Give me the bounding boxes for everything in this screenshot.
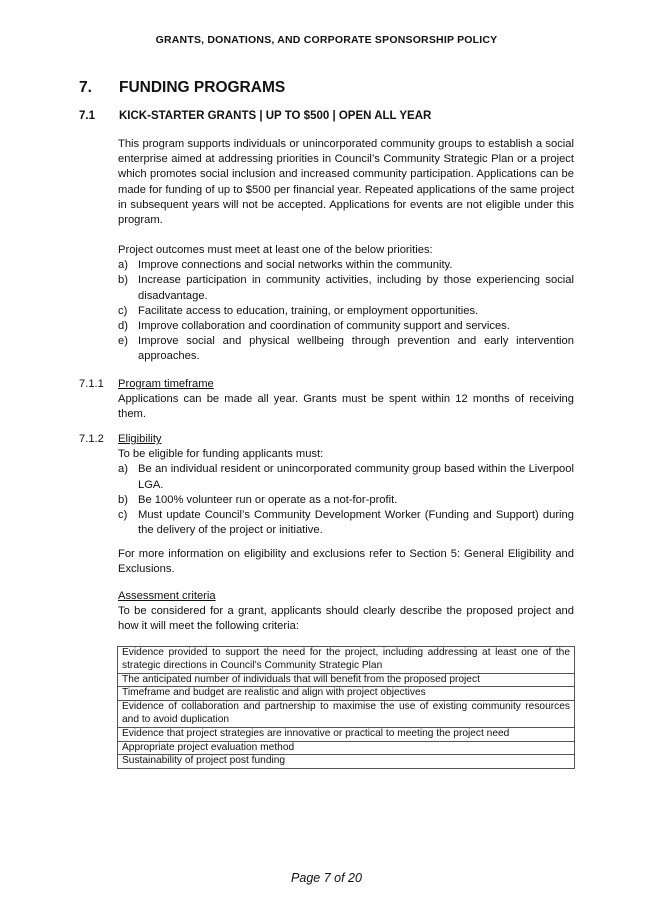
criteria-cell: Evidence provided to support the need for the project, including addressing at least one of the strategic directions in Council’s Community Strategic Plan [118, 647, 575, 674]
list-item: e) Improve social and physical wellbeing through prevention and early intervention approaches. [118, 335, 574, 363]
assessment-lead: To be considered for a grant, applicants should clearly describe the proposed project and how it will meet the following criteria: [118, 605, 574, 633]
eligibility-number: 7.1.2 [79, 433, 104, 445]
section-heading [79, 79, 285, 97]
criteria-cell: The anticipated number of individuals that will benefit from the proposed project [118, 673, 575, 687]
criteria-cell: Evidence of collaboration and partnership to maximise the use of existing community resources and to avoid duplication [118, 701, 575, 728]
outcomes-lead: Project outcomes must meet at least one of the below priorities: [118, 244, 433, 256]
table-row [118, 673, 575, 687]
assessment-heading: Assessment criteria [118, 590, 216, 602]
eligibility-heading: Eligibility [118, 433, 162, 445]
outcomes-list [118, 258, 574, 364]
section-number: 7. [79, 79, 92, 96]
list-item: a) Improve connections and social networks within the community. [118, 259, 453, 272]
criteria-cell: Sustainability of project post funding [118, 755, 575, 769]
timeframe-block [118, 377, 574, 423]
criteria-cell: Timeframe and budget are realistic and align with project objectives [118, 687, 575, 701]
list-item: c) Must update Council’s Community Development Worker (Funding and Support) during the delivery of the project or initiative. [118, 509, 574, 537]
outcomes-block [118, 243, 574, 365]
eligibility-list [118, 462, 574, 538]
criteria-table [117, 646, 575, 769]
assessment-block [118, 589, 574, 635]
eligibility-block [118, 432, 574, 538]
running-header: GRANTS, DONATIONS, AND CORPORATE SPONSORSHIP POLICY [155, 34, 498, 46]
timeframe-number: 7.1.1 [79, 378, 104, 390]
subsection-title: KICK-STARTER GRANTS | UP TO $500 | OPEN ALL YEAR [119, 110, 432, 122]
subsection-number: 7.1 [79, 110, 95, 122]
intro-paragraph: This program supports individuals or unincorporated community groups to establish a social enterprise aimed at addressing priorities in Council’s Community Strategic Plan or a project which promotes social inclusion and increased community participation. Applications can be made for funding of up to $500 per financial year. Repeated applications of the same project in subsequent years will not be accepted. Applications for events are not eligible under this program. [118, 138, 574, 227]
table-row [118, 687, 575, 701]
timeframe-text: Applications can be made all year. Grants must be spent within 12 months of receiving them. [118, 393, 574, 421]
page-number: Page 7 of 20 [291, 871, 362, 885]
table-row [118, 741, 575, 755]
list-item: b) Be 100% volunteer run or operate as a not-for-profit. [118, 493, 398, 506]
timeframe-heading: Program timeframe [118, 378, 214, 390]
list-item: b) Increase participation in community activities, including by those experiencing social disadvantage. [118, 274, 574, 302]
table-row [118, 647, 575, 674]
eligibility-lead: To be eligible for funding applicants must: [118, 448, 324, 461]
table-row [118, 755, 575, 769]
table-row [118, 727, 575, 741]
section-title: FUNDING PROGRAMS [119, 79, 286, 96]
criteria-cell: Appropriate project evaluation method [118, 741, 575, 755]
table-row [118, 701, 575, 728]
subsection-heading [79, 110, 431, 122]
criteria-cell: Evidence that project strategies are innovative or practical to meeting the project need [118, 727, 575, 741]
list-item: c) Facilitate access to education, training, or employment opportunities. [118, 304, 479, 317]
list-item: d) Improve collaboration and coordination of community support and services. [118, 320, 510, 333]
eligibility-more-info: For more information on eligibility and exclusions refer to Section 5: General Eligibility and Exclusions. [118, 548, 574, 576]
list-item: a) Be an individual resident or unincorporated community group based within the Liverpool LGA. [118, 463, 574, 491]
